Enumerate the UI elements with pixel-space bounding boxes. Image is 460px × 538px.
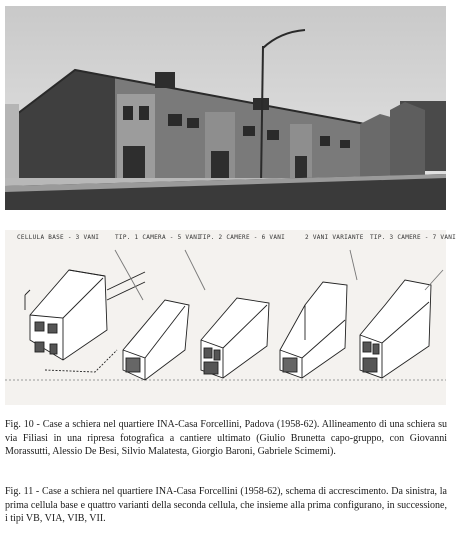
drawing-label: TIP. 3 CAMERE - 7 VANI: [370, 234, 457, 241]
figure-11-caption: Fig. 11 - Case a schiera nel quartiere INA-Casa Forcellini (1958-62), schema di accrescimento. Da sinistra, la prima cellula base e quattro varianti della seconda cellula, che insieme alla prima configurano, in successione, i tipi VB, VIA, VIB, VII.: [5, 486, 447, 525]
axonometric-sketches: [5, 230, 446, 405]
drawing-label: TIP. 1 CAMERA - 5 VANI: [115, 234, 202, 241]
drawing-label: 2 VANI VARIANTE: [305, 234, 364, 241]
drawing-labels: [5, 230, 457, 246]
figure-10-caption: Fig. 10 - Case a schiera nel quartiere INA-Casa Forcellini, Padova (1958-62). Allineamento di una schiera su via Filiasi in una ripresa fotografica a cantiere ultimato (Giulio Brunetta capo-gruppo, con Giovanni Morassutti, Alessio De Besi, Silvio Malatesta, Giorgio Baroni, Gabriele Scimemi).: [5, 419, 447, 458]
drawing-label: CELLULA BASE - 3 VANI: [17, 234, 100, 241]
drawing-label: TIP. 2 CAMERE - 6 VANI: [199, 234, 286, 241]
growth-scheme-drawing: [5, 230, 457, 405]
row-houses-photo: [5, 6, 446, 210]
row-houses-photo-drawing: [5, 6, 446, 210]
